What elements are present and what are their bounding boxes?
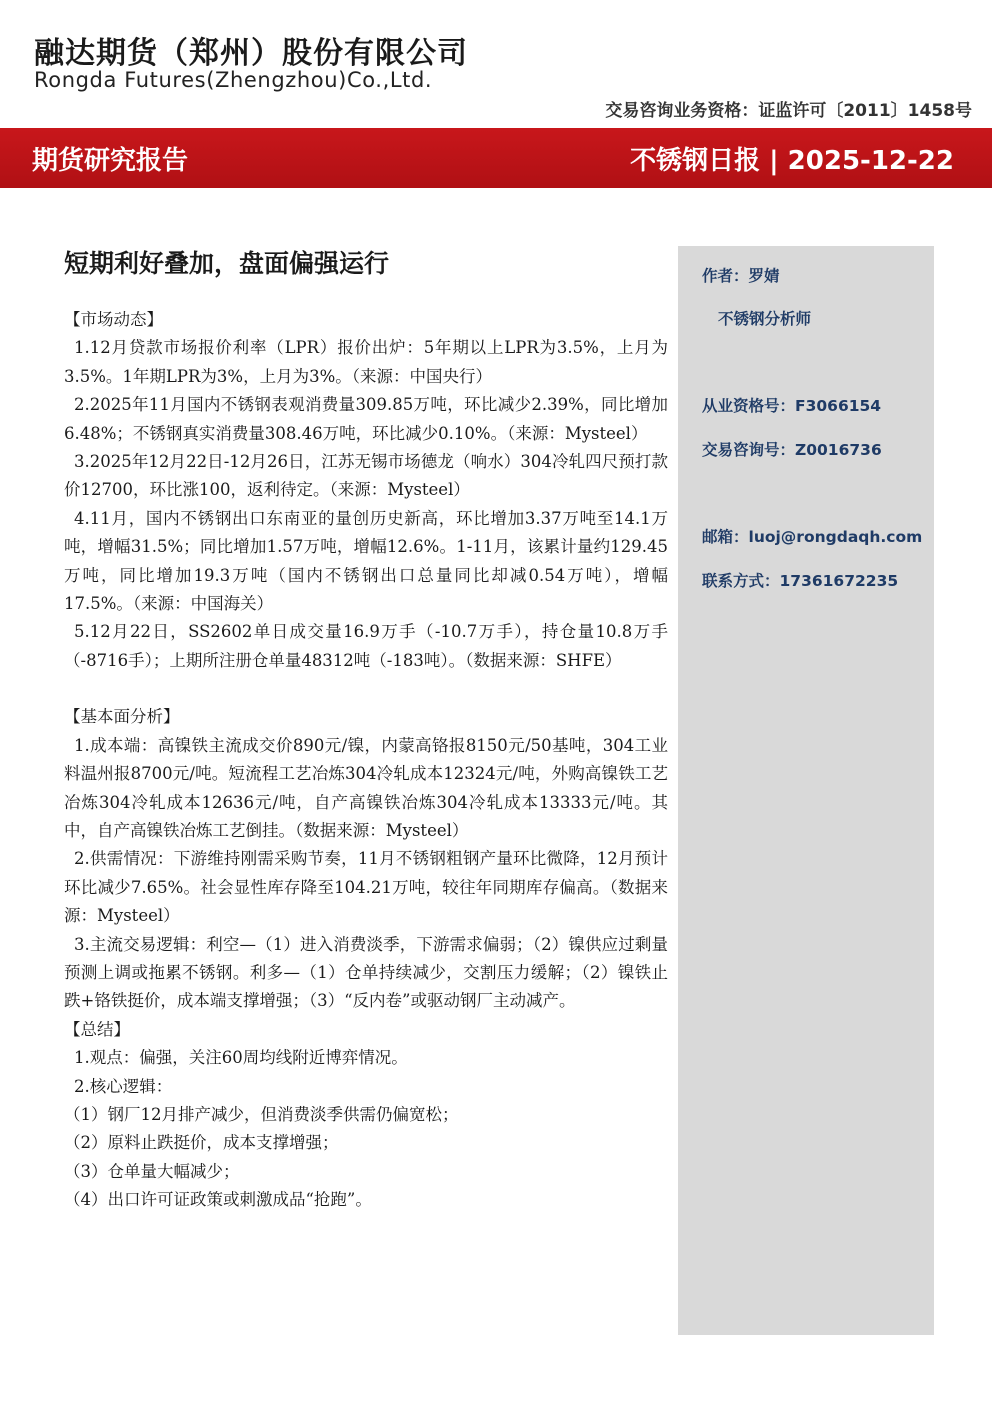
author-phone: 联系方式：17361672235 — [702, 572, 899, 590]
company-name-cn: 融达期货（郑州）股份有限公司 — [34, 36, 468, 71]
market-paragraph: 5.12月22日，SS2602单日成交量16.9万手（-10.7万手），持仓量10.8万手（-8716手）；上期所注册仓单量48312吨（-183吨）。（数据来源：SHFE） — [64, 622, 668, 670]
section-spacer — [64, 675, 668, 703]
report-banner — [0, 128, 992, 188]
consult-number: 交易咨询号：Z0016736 — [702, 441, 882, 459]
license-info: 交易咨询业务资格：证监许可〔2011〕1458号 — [605, 101, 972, 121]
summary-logic-item: （3）仓单量大幅减少； — [64, 1161, 240, 1181]
summary-point: 1.观点：偏强，关注60周均线附近博弈情况。 — [74, 1048, 408, 1068]
author-name: 作者：罗婧 — [702, 267, 780, 285]
summary-logic-item: （1）钢厂12月排产减少，但消费淡季供需仍偏宽松； — [64, 1104, 459, 1124]
qualification-number: 从业资格号：F3066154 — [702, 397, 882, 415]
report-body — [64, 246, 668, 1215]
market-paragraph: 2.2025年11月国内不锈钢表观消费量309.85万吨，环比减少2.39%，同比增加6.48%；不锈钢真实消费量308.46万吨，环比减少0.10%。（来源：Mysteel） — [64, 395, 668, 443]
fundamental-paragraph: 1.成本端：高镍铁主流成交价890元/镍，内蒙高铬报8150元/50基吨，304工业料温州报8700元/吨。短流程工艺冶炼304冷轧成本12324元/吨，外购高镍铁工艺冶炼304冷轧成本12636元/吨，自产高镍铁冶炼304冷轧成本13333元/吨。其中，自产高镍铁冶炼工艺倒挂。（数据来源：Mysteel） — [64, 735, 668, 840]
company-name-en: Rongda Futures(Zhengzhou)Co.,Ltd. — [34, 68, 433, 92]
summary-logic-item: （2）原料止跌挺价，成本支撑增强； — [64, 1133, 339, 1153]
section-heading-market: 【市场动态】 — [64, 310, 163, 329]
summary-point: 2.核心逻辑： — [74, 1076, 173, 1096]
author-sidebar — [678, 246, 934, 1335]
summary-logic-item: （4）出口许可证政策或刺激成品“抢跑”。 — [64, 1190, 372, 1210]
report-title: 短期利好叠加，盘面偏强运行 — [64, 249, 390, 278]
banner-report-type: 期货研究报告 — [32, 146, 189, 176]
fundamental-paragraph: 2.供需情况：下游维持刚需采购节奏，11月不锈钢粗钢产量环比微降，12月预计环比减少7.65%。社会显性库存降至104.21万吨，较往年同期库存偏高。（数据来源：Mysteel） — [64, 849, 668, 926]
section-heading-summary: 【总结】 — [64, 1019, 130, 1039]
market-paragraph: 4.11月，国内不锈钢出口东南亚的量创历史新高，环比增加3.37万吨至14.1万吨，增幅31.5%；同比增加1.57万吨，增幅12.6%。1-11月，该累计量约129.45万吨，同比增加19.3万吨（国内不锈钢出口总量同比却减0.54万吨），增幅17.5%。（来源：中国海关） — [64, 508, 668, 614]
fundamental-paragraph: 3.主流交易逻辑：利空—（1）进入消费淡季，下游需求偏弱；（2）镍供应过剩量预测上调或拖累不锈钢。利多—（1）仓单持续减少，交割压力缓解；（2）镍铁止跌+铬铁挺价，成本端支撑增强；（3）“反内卷”或驱动钢厂主动减产。 — [64, 934, 668, 1011]
banner-report-title-date: 不锈钢日报 | 2025-12-22 — [630, 146, 954, 176]
section-heading-fundamental: 【基本面分析】 — [64, 707, 180, 727]
market-paragraph: 1.12月贷款市场报价利率（LPR）报价出炉：5年期以上LPR为3.5%，上月为3.5%。1年期LPR为3%，上月为3%。（来源：中国央行） — [64, 338, 668, 386]
market-paragraph: 3.2025年12月22日-12月26日，江苏无锡市场德龙（响水）304冷轧四尺预打款价12700，环比涨100，返利待定。（来源：Mysteel） — [64, 452, 668, 500]
author-role: 不锈钢分析师 — [718, 310, 812, 328]
author-email: 邮箱：luoj@rongdaqh.com — [702, 528, 923, 546]
